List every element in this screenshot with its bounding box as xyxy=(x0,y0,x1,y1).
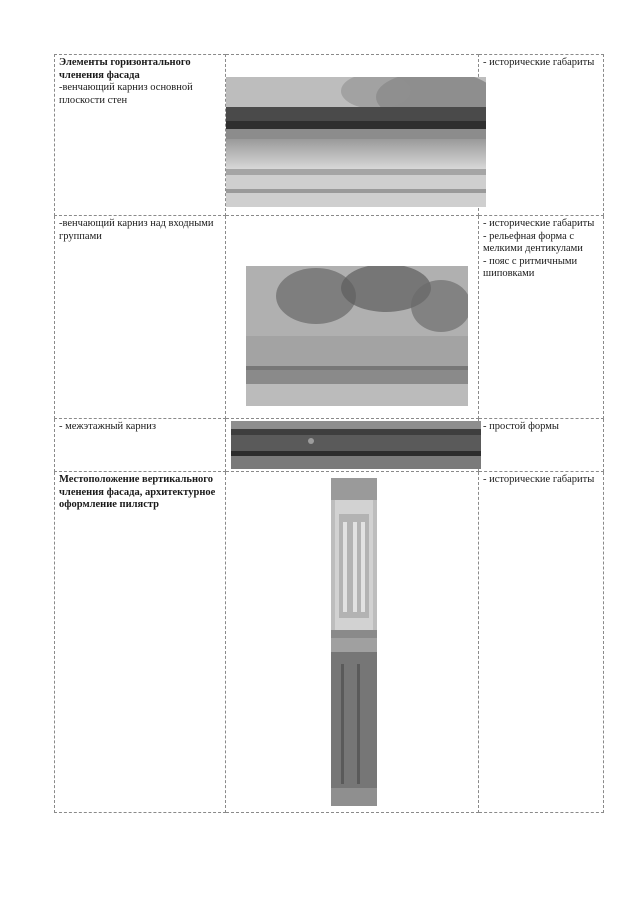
photo-cornice-entrance xyxy=(246,266,468,406)
element-description: - межэтажный карниз xyxy=(59,421,156,432)
table-row xyxy=(55,216,604,419)
photo-cornice-main-wall xyxy=(226,77,486,207)
notes-cell xyxy=(479,472,604,813)
table-row xyxy=(55,419,604,472)
facade-elements-table xyxy=(54,54,604,813)
photo-cell xyxy=(226,472,479,813)
section-heading: Элементы горизонтального членения фасада xyxy=(59,57,191,81)
photo-interfloor-cornice xyxy=(231,421,481,469)
element-description: -венчающий карниз основной плоскости стен xyxy=(59,82,193,106)
photo-cell xyxy=(226,55,479,216)
note-line: - исторические габариты xyxy=(483,474,595,485)
table-row xyxy=(55,55,604,216)
element-cell xyxy=(55,55,226,216)
element-cell xyxy=(55,419,226,472)
note-line: - простой формы xyxy=(483,421,559,432)
note-line: - исторические габариты xyxy=(483,57,595,68)
photo-pilaster xyxy=(331,478,377,806)
section-heading: Местоположение вертикального членения фасада, архитектурное оформление пилястр xyxy=(59,474,216,510)
element-cell xyxy=(55,216,226,419)
note-line: - пояс с ритмичными шиповками xyxy=(483,255,578,279)
notes-cell xyxy=(479,216,604,419)
element-cell xyxy=(55,472,226,813)
element-description: -венчающий карниз над входными группами xyxy=(59,218,214,242)
photo-cell xyxy=(226,419,479,472)
note-line: - исторические габариты xyxy=(483,218,595,229)
photo-cell xyxy=(226,216,479,419)
notes-cell xyxy=(479,55,604,216)
table-row xyxy=(55,472,604,813)
notes-cell xyxy=(479,419,604,472)
note-line: - рельефная форма с мелкими дентикулами xyxy=(483,230,583,254)
